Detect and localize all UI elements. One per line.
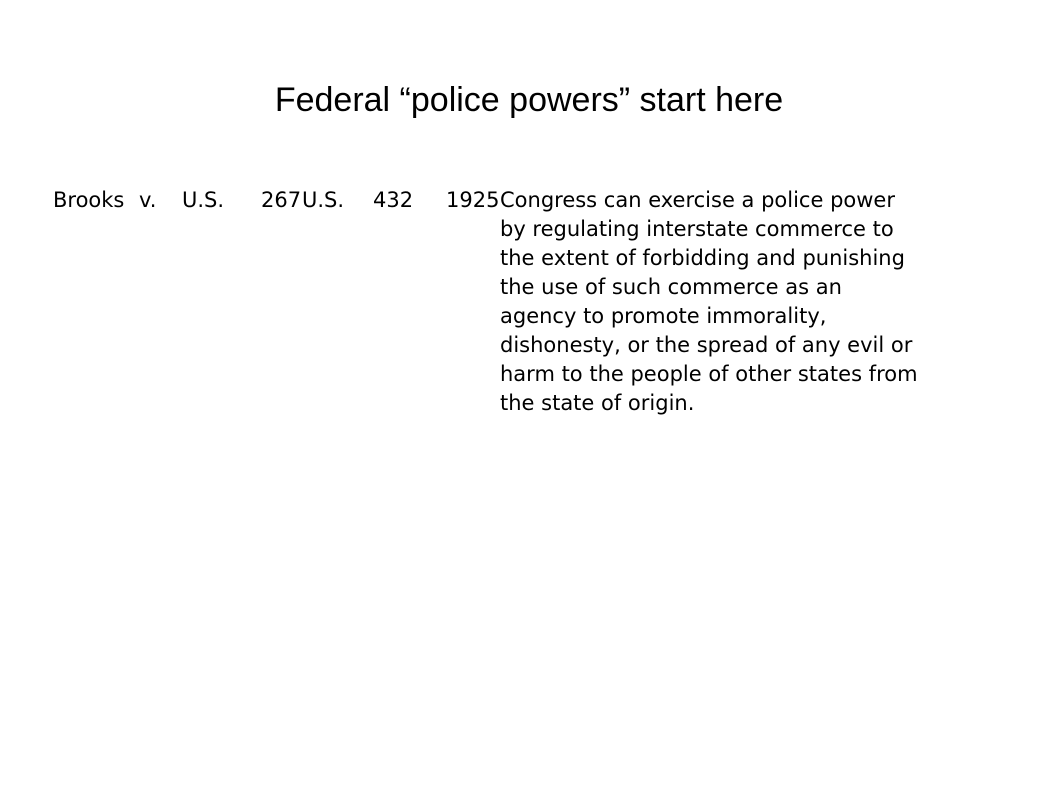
holding-line: the use of such commerce as an	[500, 275, 842, 299]
case-versus: v.	[139, 188, 157, 212]
holding-line: by regulating interstate commerce to	[500, 217, 894, 241]
slide-title: Federal “police powers” start here	[274, 81, 784, 119]
case-row	[0, 186, 1058, 416]
holding-line: harm to the people of other states from	[500, 362, 918, 386]
citation-reporter: U.S.	[302, 188, 345, 212]
holding-line: the state of origin.	[500, 391, 695, 415]
case-party-2: U.S.	[182, 188, 225, 212]
case-party-1: Brooks	[53, 188, 125, 212]
holding-line: Congress can exercise a police power	[500, 188, 895, 212]
holding-line: dishonesty, or the spread of any evil or	[500, 333, 913, 357]
holding-line: agency to promote immorality,	[500, 304, 827, 328]
citation-volume: 267	[261, 188, 302, 212]
holding-line: the extent of forbidding and punishing	[500, 246, 905, 270]
citation-page: 432	[373, 188, 414, 212]
case-year: 1925	[446, 188, 500, 212]
case-holding	[500, 186, 940, 418]
